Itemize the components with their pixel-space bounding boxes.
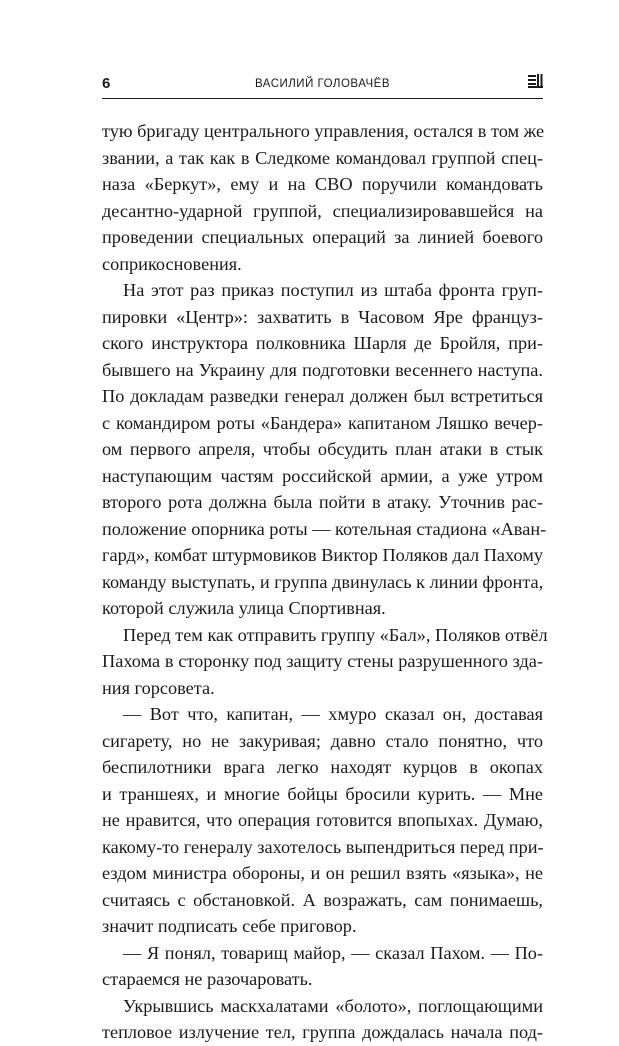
text-line: тепловое излучение тел, группа дождалась начала под-: [102, 1022, 543, 1042]
text-line: пировки «Центр»: захватить в Часовом Яре француз-: [102, 306, 543, 327]
running-head: [102, 62, 543, 99]
text-line: второго рота должна была пойти в атаку. Уточнив рас-: [102, 492, 543, 512]
text-line: соприкосновения.: [102, 253, 242, 274]
text-line: ского инструктора полковника Шарля де Бройля, при-: [102, 333, 543, 353]
text-line: и траншеях, и многие бойцы бросили курить. — Мне: [102, 783, 543, 804]
text-line: тую бригаду центрального управления, остался в том же: [102, 121, 545, 141]
text-line: — Вот что, капитан, — хмуро сказал он, доставая: [123, 704, 543, 724]
text-line: значит подписать себе приговор.: [102, 916, 357, 936]
text-line: наза «Беркут», ему и на СВО поручили командовать: [102, 174, 543, 194]
text-line: звании, а так как в Следкоме командовал группой спец-: [102, 147, 543, 168]
text-line: десантно-ударной группой, специализировавшейся на: [102, 200, 543, 221]
text-line: которой служила улица Спортивная.: [102, 598, 386, 618]
text-line: Пахома в сторонку под защиту стены разрушенного зда-: [102, 651, 543, 671]
text-line: наступающим частям российской армии, а уже утром: [102, 465, 543, 486]
text-line: положение опорника роты — котельная стадиона «Аван-: [102, 518, 547, 539]
body-text: [102, 118, 548, 1046]
text-line: По докладам разведки генерал должен был встретиться: [102, 386, 543, 406]
text-line: ния горсовета.: [102, 677, 215, 698]
text-line: ом первого апреля, чтобы обсудить план атаки в стык: [102, 439, 543, 459]
author-name: ВАСИЛИЙ ГОЛОВАЧЁВ: [254, 78, 390, 90]
text-line: команду выступать, и группа двинулась к линии фронта,: [102, 571, 544, 592]
publisher-logo-icon: [528, 74, 543, 88]
text-line: — Я понял, товарищ майор, — сказал Пахом. — По-: [123, 942, 543, 963]
text-line: Укрывшись маскхалатами «болото», поглощающими: [123, 995, 543, 1016]
text-line: считаясь с обстановкой. А возражать, сам понимаешь,: [102, 889, 543, 910]
text-line: гард», комбат штурмовиков Виктор Поляков дал Пахому: [102, 545, 543, 565]
text-line: На этот раз приказ поступил из штаба фронта груп-: [123, 280, 543, 300]
text-line: ездом министра обороны, и он решил взять «языка», не: [102, 863, 543, 883]
text-line: не нравится, что операция готовится впопыхах. Думаю,: [102, 810, 543, 830]
text-line: какому-то генералу захотелось выпендриться перед при-: [102, 836, 544, 857]
page-number: 6: [102, 75, 111, 92]
text-line: беспилотники врага легко находят курцов в окопах: [102, 757, 543, 777]
text-line: проведении специальных операций за линией боевого: [102, 227, 543, 247]
text-line: сигарету, но не закуривая; давно стало понятно, что: [102, 730, 543, 751]
text-line: стараемся не разочаровать.: [102, 969, 313, 989]
text-line: Перед тем как отправить группу «Бал», Поляков отвёл: [123, 624, 548, 645]
text-line: бывшего на Украину для подготовки весеннего наступа.: [102, 359, 543, 380]
text-line: с командиром роты «Бандера» капитаном Ляшко вечер-: [102, 412, 543, 433]
